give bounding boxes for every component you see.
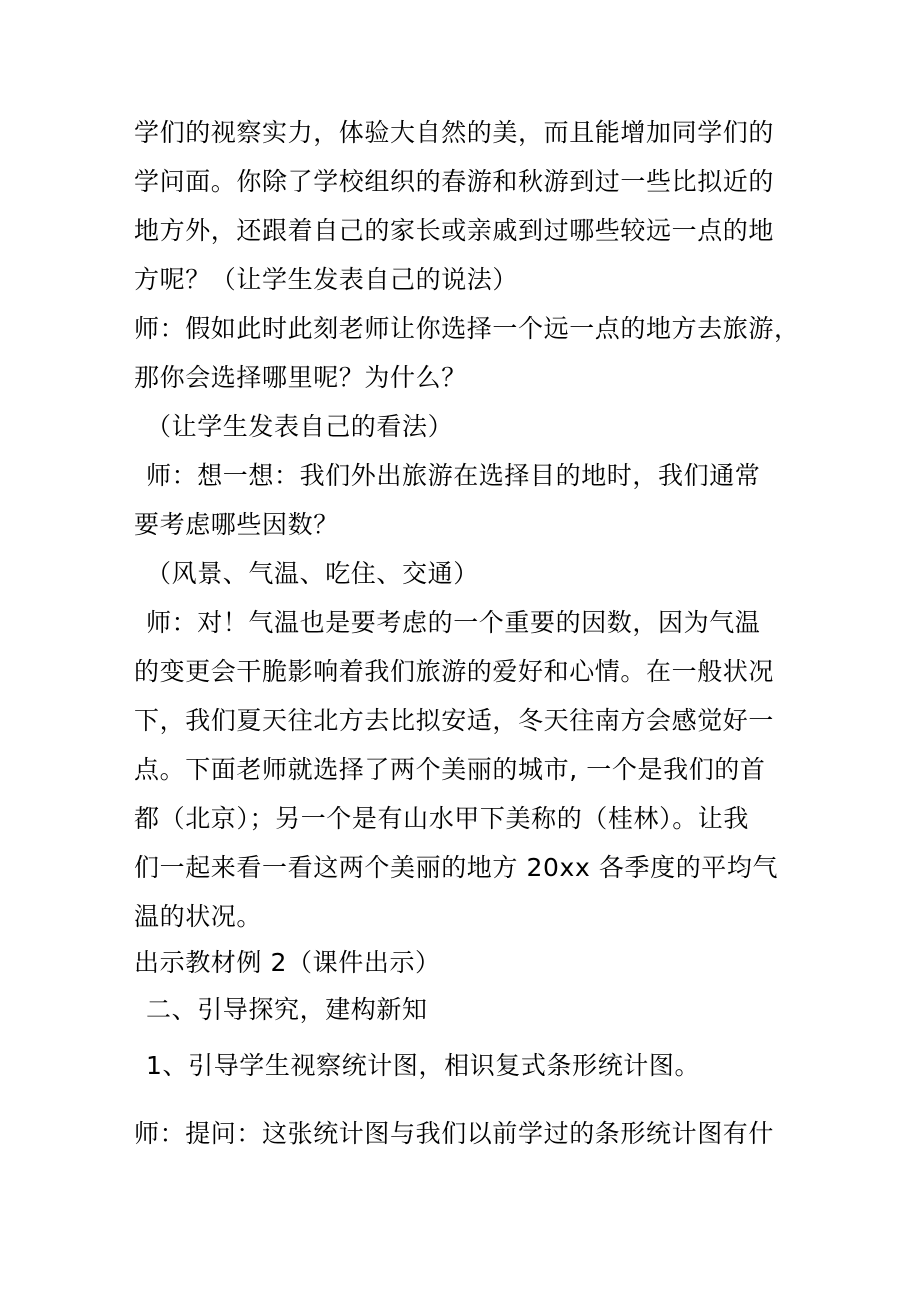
section-heading: 二、引导探究，建构新知 [146,995,428,1024]
subsection-heading: 1、引导学生视察统计图，相识复式条形统计图。 [146,1051,701,1080]
paragraph-line: 学们的视察实力，体验大自然的美，而且能增加同学们的 [134,118,775,147]
paragraph-line: 方呢？（让学生发表自己的说法） [134,265,519,294]
paragraph-line: （风景、气温、吃住、交通） [146,559,479,588]
paragraph-line: 地方外，还跟着自己的家长或亲戚到过哪些较远一点的地 [134,216,775,245]
paragraph-line: 师：提问：这张统计图与我们以前学过的条形统计图有什 [134,1119,775,1148]
paragraph-line: 学问面。你除了学校组织的春游和秋游到过一些比拟近的 [134,167,775,196]
paragraph-line: （让学生发表自己的看法） [146,412,454,441]
paragraph-line: 的变更会干脆影响着我们旅游的爱好和心情。在一般状况 [134,657,775,686]
paragraph-line: 出示教材例 2（课件出示） [134,948,441,977]
paragraph-line: 要考虑哪些因数？ [134,510,339,539]
paragraph-line: 都（北京）；另一个是有山水甲下美称的（桂林）。让我 [134,804,750,833]
paragraph-line: 师：假如此时此刻老师让你选择一个远一点的地方去旅游， [134,314,800,343]
paragraph-line: 师：想一想：我们外出旅游在选择目的地时，我们通常 [146,461,761,490]
paragraph-line: 那你会选择哪里呢？为什么？ [134,363,467,392]
paragraph-line: 下，我们夏天往北方去比拟安适，冬天往南方会感觉好一 [134,706,775,735]
paragraph-line: 们一起来看一看这两个美丽的地方 20xx 各季度的平均气 [134,853,779,882]
paragraph-line: 师：对！气温也是要考虑的一个重要的因数，因为气温 [146,608,761,637]
paragraph-line: 温的状况。 [134,902,263,931]
paragraph-line: 点。下面老师就选择了两个美丽的城市, 一个是我们的首 [134,755,766,784]
